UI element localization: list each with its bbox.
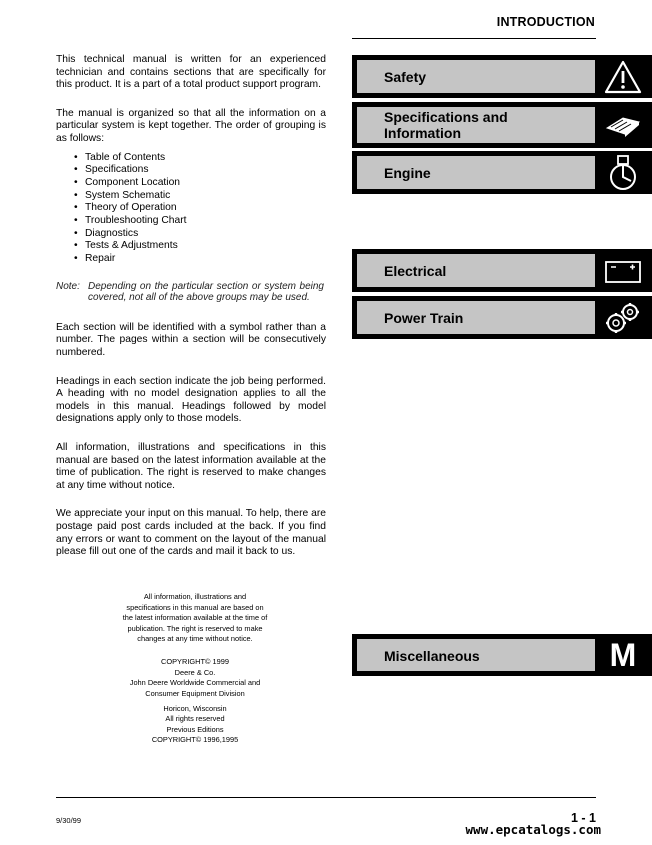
location-line: Horicon, Wisconsin <box>163 704 227 713</box>
list-item: • Component Location <box>74 177 326 190</box>
page-header-title: INTRODUCTION <box>496 15 595 29</box>
location-line: All rights reserved <box>165 713 225 723</box>
list-item: • Repair <box>74 253 326 266</box>
location-block <box>100 704 290 723</box>
copyright-line: Consumer Equipment Division <box>145 688 245 698</box>
section-label-line1: Specifications and <box>384 109 508 125</box>
gears-icon <box>600 300 646 335</box>
copyright-line: COPYRIGHT© 1999 <box>161 657 229 666</box>
section-label: Electrical <box>384 263 447 279</box>
copyright-line: John Deere Worldwide Commercial and <box>129 678 261 688</box>
previous-line: COPYRIGHT© 1996,1995 <box>151 735 239 744</box>
section-tab-specifications[interactable] <box>352 102 652 148</box>
notice-line: the latest information available at the time of <box>122 613 268 623</box>
list-item: • Specifications <box>74 164 326 177</box>
section-tab-power-train[interactable] <box>352 296 652 339</box>
section-label-line2: Information <box>384 125 461 141</box>
note-label: Note: <box>56 280 80 292</box>
note-text: Depending on the particular section or system being covered, not all of the above groups may be used. <box>88 280 324 304</box>
letter-m-icon: M <box>609 636 637 673</box>
section-tab-engine[interactable] <box>352 151 652 194</box>
copyright-block <box>100 657 290 699</box>
footer-rule <box>56 797 596 798</box>
warning-triangle-icon <box>600 59 646 94</box>
previous-line: Previous Editions <box>166 725 224 734</box>
grouping-list <box>74 152 326 266</box>
book-icon <box>600 106 646 144</box>
battery-icon <box>600 253 646 288</box>
section-label: Miscellaneous <box>384 648 480 664</box>
section-tab-safety[interactable] <box>352 55 652 98</box>
list-item: • Troubleshooting Chart <box>74 215 326 228</box>
header-rule <box>352 38 596 39</box>
watermark: www.epcatalogs.com <box>465 822 601 837</box>
section-label: Engine <box>384 165 431 181</box>
intro-paragraph-4: Headings in each section indicate the job being performed. A heading with no model designation applies to all the models in this manual. Headings followed by model designations apply only to those models. <box>56 375 326 425</box>
intro-paragraph-1: This technical manual is written for an experienced technician and contains sections that are specifically for this product. It is a part of a total product support program. <box>56 54 326 91</box>
notice-line: publication. The right is reserved to make <box>127 623 263 633</box>
section-label: Safety <box>384 69 427 85</box>
page-number: 1 - 1 <box>570 811 596 825</box>
list-item: • Table of Contents <box>74 152 326 165</box>
notice-line: All information, illustrations and <box>143 592 247 601</box>
notice-line: specifications in this manual are based on <box>126 602 264 612</box>
notice-line: changes at any time without notice. <box>137 634 253 644</box>
footer-date: 9/30/99 <box>56 816 82 825</box>
section-label <box>384 109 508 141</box>
notice-block <box>100 592 290 645</box>
note-block <box>56 281 326 304</box>
section-tab-electrical[interactable] <box>352 249 652 292</box>
list-item: • Diagnostics <box>74 228 326 241</box>
previous-editions-block <box>100 725 290 745</box>
list-item: • Tests & Adjustments <box>74 240 326 253</box>
engine-piston-icon <box>600 155 646 190</box>
copyright-line: Deere & Co. <box>174 667 216 677</box>
section-label: Power Train <box>384 310 464 326</box>
section-tab-miscellaneous[interactable] <box>352 634 652 676</box>
intro-text-column <box>56 54 326 575</box>
intro-paragraph-3: Each section will be identified with a symbol rather than a number. The pages within a section will be consecutively numbered. <box>56 321 326 359</box>
intro-paragraph-5: All information, illustrations and specifications in this manual are based on the latest information available at the time of publication. The right is reserved to make changes at any time without notice. <box>56 442 326 491</box>
list-item: • Theory of Operation <box>74 202 326 215</box>
intro-paragraph-6: We appreciate your input on this manual. To help, there are postage paid post cards included at the back. If you find any errors or want to comment on the layout of the manual please fill out one of the cards and mail it back to us. <box>56 508 326 558</box>
list-item: • System Schematic <box>74 190 326 203</box>
intro-paragraph-2: The manual is organized so that all the information on a particular system is kept together. The order of grouping is as follows: <box>56 107 326 144</box>
